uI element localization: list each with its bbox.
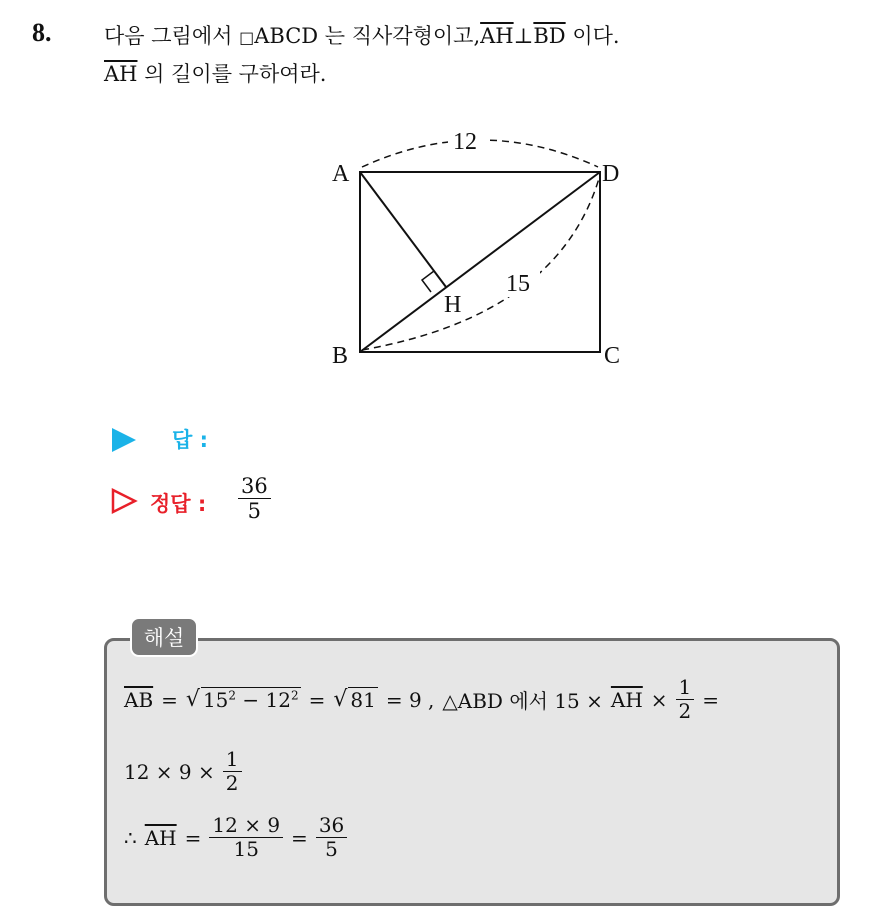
question-text-c: 이다. bbox=[565, 24, 620, 48]
sqrt-81-value: 81 bbox=[350, 688, 376, 712]
result-fraction-2 bbox=[316, 814, 347, 861]
segment-ah-2: $\overline{AH}$ bbox=[104, 62, 138, 86]
segment-ah: $\overline{AH}$ bbox=[480, 24, 514, 48]
vertex-c-label: C bbox=[604, 343, 621, 369]
sqrt-term-15: 15 bbox=[202, 688, 229, 712]
correct-answer-label: 정답 : bbox=[150, 492, 207, 516]
frac-den-15: 15 bbox=[233, 837, 259, 861]
correct-triangle-icon bbox=[110, 487, 138, 515]
sol-seg-ab: $\overline{AB}$ bbox=[124, 687, 154, 712]
frac-num-12x9: 12 × 9 bbox=[209, 814, 283, 838]
answer-label: 답 : bbox=[172, 428, 208, 452]
rectangle-figure bbox=[320, 115, 640, 384]
result-num: 36 bbox=[316, 814, 347, 838]
answer-triangle-icon bbox=[112, 428, 136, 452]
question-line-2 bbox=[104, 58, 326, 88]
sol-eq-4: = bbox=[702, 687, 720, 712]
sol-eq-1: = bbox=[161, 687, 178, 712]
square-symbol: □ bbox=[239, 28, 255, 47]
therefore-symbol: ∴ bbox=[124, 825, 137, 850]
right-angle-mark bbox=[422, 271, 434, 292]
vertex-d-label: D bbox=[602, 161, 620, 187]
perpendicular-symbol: ⊥ bbox=[513, 24, 534, 48]
sqrt-15-12 bbox=[186, 687, 301, 712]
solution-line-2 bbox=[124, 748, 242, 795]
solution-line-1 bbox=[124, 676, 719, 723]
sqrt-81 bbox=[333, 687, 377, 712]
diag-length-label: 15 bbox=[506, 271, 530, 297]
sol-seg-ah: $\overline{AH}$ bbox=[610, 687, 643, 712]
exp-2: 2 bbox=[290, 688, 299, 703]
sol-eq-2: = bbox=[308, 687, 326, 712]
solution-tab: 해설 bbox=[130, 617, 198, 657]
question-text-a: 다음 그림에서 bbox=[104, 24, 240, 48]
result-den: 5 bbox=[325, 837, 338, 861]
top-length-label: 12 bbox=[453, 129, 477, 155]
sol-eq-3: = 9 , bbox=[385, 687, 435, 712]
correct-answer-numerator: 36 bbox=[238, 474, 271, 499]
half-fraction-2 bbox=[223, 748, 242, 795]
half-fraction-1 bbox=[676, 676, 695, 723]
sol-eq-6: = bbox=[291, 825, 308, 850]
sol-seg-ah-3: $\overline{AH}$ bbox=[144, 825, 177, 850]
radical-icon-2: √ bbox=[333, 687, 348, 712]
radical-icon: √ bbox=[185, 687, 200, 712]
result-fraction-1 bbox=[209, 814, 283, 861]
half-den-2: 2 bbox=[225, 771, 239, 795]
correct-answer-fraction bbox=[238, 474, 271, 523]
sol-times: × bbox=[650, 687, 668, 712]
correct-answer-denominator: 5 bbox=[247, 499, 262, 524]
exp-1: 2 bbox=[228, 688, 237, 703]
half-den-1: 2 bbox=[678, 699, 692, 723]
half-num-2: 1 bbox=[223, 748, 242, 772]
question-number: 8. bbox=[32, 18, 52, 47]
sol-line2-text: 12 × 9 × bbox=[124, 759, 215, 784]
figure-svg bbox=[320, 115, 640, 380]
vertex-b-label: B bbox=[332, 343, 349, 369]
question-text-d: 의 길이를 구하여라. bbox=[137, 62, 327, 86]
segment-bd: $\overline{BD}$ bbox=[533, 24, 566, 48]
question-line-1 bbox=[104, 20, 620, 50]
solution-line-3 bbox=[124, 814, 347, 861]
segment-ah-line bbox=[360, 172, 446, 287]
vertex-a-label: A bbox=[332, 161, 350, 187]
sqrt-term-12: − 12 bbox=[236, 688, 291, 712]
diagonal-bd bbox=[360, 172, 600, 352]
sol-triangle-text: △ABD 에서 15 × bbox=[442, 689, 603, 713]
question-text-b: ABCD 는 직사각형이고, bbox=[254, 24, 481, 48]
point-h-label: H bbox=[444, 292, 462, 318]
half-num-1: 1 bbox=[676, 676, 695, 700]
sol-eq-5: = bbox=[184, 825, 202, 850]
